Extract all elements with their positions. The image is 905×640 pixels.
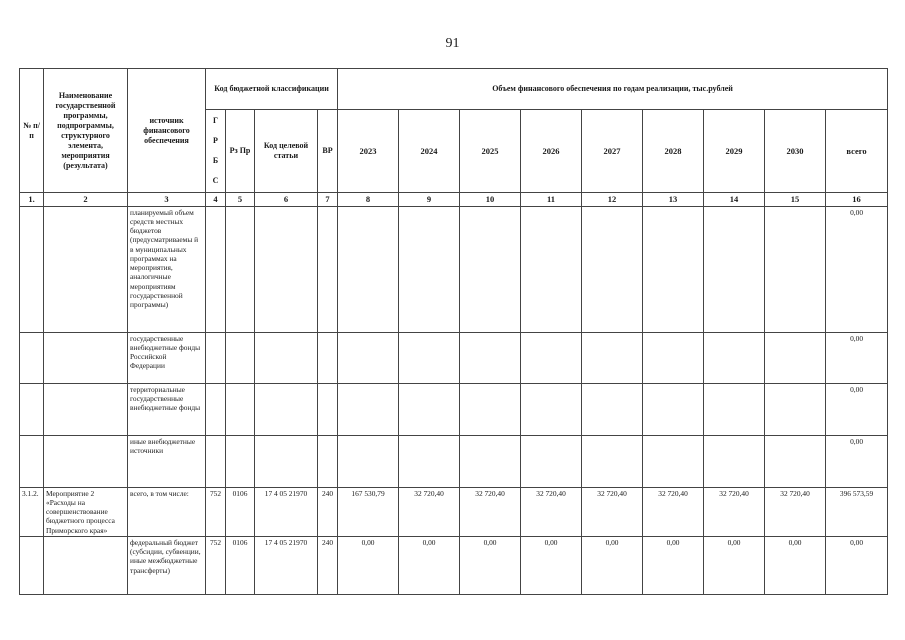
row-total-cell: 396 573,59	[826, 487, 888, 536]
header-num: № п/п	[20, 69, 44, 193]
header-grbs-letter: Р	[213, 136, 218, 145]
col-number: 8	[338, 193, 399, 207]
row-year-value-cell	[704, 332, 765, 383]
row-year-value-cell: 32 720,40	[521, 487, 582, 536]
row-total-cell: 0,00	[826, 332, 888, 383]
row-name-cell	[44, 383, 128, 435]
row-year-value-cell	[338, 435, 399, 487]
row-name-cell: Мероприятие 2 «Расходы на совершенствование бюджетного процесса Приморского края»	[44, 487, 128, 536]
col-number: 1.	[20, 193, 44, 207]
row-year-value-cell: 32 720,40	[582, 487, 643, 536]
row-rzpr-cell	[226, 206, 255, 332]
row-number-cell	[20, 435, 44, 487]
row-source-cell: иные внебюджетные источники	[128, 435, 206, 487]
row-grbs-cell: 752	[206, 536, 226, 594]
row-year-value-cell	[704, 383, 765, 435]
col-number: 9	[399, 193, 460, 207]
col-number: 7	[318, 193, 338, 207]
row-year-value-cell	[460, 206, 521, 332]
row-year-value-cell	[399, 332, 460, 383]
row-csr-cell: 17 4 05 21970	[255, 536, 318, 594]
row-number-cell	[20, 206, 44, 332]
header-year: 2025	[460, 110, 521, 193]
row-vr-cell: 240	[318, 536, 338, 594]
header-year: 2028	[643, 110, 704, 193]
row-rzpr-cell: 0106	[226, 487, 255, 536]
column-number-row	[20, 193, 888, 207]
col-number: 2	[44, 193, 128, 207]
header-year: 2030	[765, 110, 826, 193]
row-number-cell	[20, 383, 44, 435]
row-year-value-cell	[399, 435, 460, 487]
row-year-value-cell	[582, 435, 643, 487]
header-year: 2024	[399, 110, 460, 193]
row-year-value-cell: 32 720,40	[765, 487, 826, 536]
row-source-cell: планируемый объем средств местных бюджетов (предусматриваемы й в муниципальных программах на мероприятия, аналогичные мероприятиям государственной программы)	[128, 206, 206, 332]
row-source-cell: территориальные государственные внебюджетные фонды	[128, 383, 206, 435]
col-number: 12	[582, 193, 643, 207]
row-year-value-cell	[765, 435, 826, 487]
row-name-cell	[44, 332, 128, 383]
row-year-value-cell	[765, 206, 826, 332]
page-number: 91	[445, 36, 460, 51]
table-row	[20, 206, 888, 332]
row-grbs-cell	[206, 332, 226, 383]
row-csr-cell: 17 4 05 21970	[255, 487, 318, 536]
row-year-value-cell	[643, 383, 704, 435]
col-number: 13	[643, 193, 704, 207]
row-rzpr-cell	[226, 383, 255, 435]
row-year-value-cell: 0,00	[521, 536, 582, 594]
row-grbs-cell	[206, 206, 226, 332]
table-row	[20, 332, 888, 383]
row-name-cell	[44, 206, 128, 332]
row-year-value-cell: 0,00	[704, 536, 765, 594]
row-year-value-cell	[399, 206, 460, 332]
header-rzpr: Рз Пр	[226, 110, 255, 193]
row-number-cell: 3.1.2.	[20, 487, 44, 536]
row-rzpr-cell	[226, 332, 255, 383]
row-vr-cell: 240	[318, 487, 338, 536]
row-vr-cell	[318, 435, 338, 487]
row-source-cell: государственные внебюджетные фонды Российской Федерации	[128, 332, 206, 383]
row-year-value-cell: 0,00	[582, 536, 643, 594]
row-number-cell	[20, 536, 44, 594]
row-year-value-cell	[399, 383, 460, 435]
col-number: 3	[128, 193, 206, 207]
row-year-value-cell: 0,00	[460, 536, 521, 594]
row-total-cell: 0,00	[826, 383, 888, 435]
header-year: 2026	[521, 110, 582, 193]
row-year-value-cell: 167 530,79	[338, 487, 399, 536]
header-year: 2027	[582, 110, 643, 193]
header-year: 2029	[704, 110, 765, 193]
col-number: 16	[826, 193, 888, 207]
row-year-value-cell	[521, 332, 582, 383]
row-year-value-cell	[521, 206, 582, 332]
row-csr-cell	[255, 383, 318, 435]
row-year-value-cell	[643, 332, 704, 383]
row-year-value-cell: 0,00	[399, 536, 460, 594]
col-number: 5	[226, 193, 255, 207]
row-csr-cell	[255, 332, 318, 383]
row-number-cell	[20, 332, 44, 383]
row-year-value-cell	[460, 435, 521, 487]
header-total: всего	[826, 110, 888, 193]
row-year-value-cell	[643, 435, 704, 487]
row-csr-cell	[255, 206, 318, 332]
finance-table	[19, 68, 888, 595]
row-year-value-cell	[460, 383, 521, 435]
row-year-value-cell: 32 720,40	[704, 487, 765, 536]
row-year-value-cell: 0,00	[643, 536, 704, 594]
header-name: Наименование государственной программы, подпрограммы, структурного элемента, мероприятия (результата)	[44, 69, 128, 193]
header-grbs	[206, 110, 226, 193]
row-year-value-cell: 32 720,40	[399, 487, 460, 536]
row-year-value-cell	[765, 332, 826, 383]
row-vr-cell	[318, 383, 338, 435]
table-row	[20, 383, 888, 435]
row-year-value-cell	[521, 435, 582, 487]
col-number: 4	[206, 193, 226, 207]
row-year-value-cell	[338, 332, 399, 383]
row-year-value-cell	[582, 332, 643, 383]
row-rzpr-cell: 0106	[226, 536, 255, 594]
row-year-value-cell	[338, 383, 399, 435]
row-year-value-cell: 32 720,40	[460, 487, 521, 536]
row-year-value-cell	[338, 206, 399, 332]
row-year-value-cell: 32 720,40	[643, 487, 704, 536]
header-grbs-letter: Г	[212, 116, 219, 125]
row-rzpr-cell	[226, 435, 255, 487]
row-grbs-cell	[206, 383, 226, 435]
row-year-value-cell	[582, 206, 643, 332]
header-grbs-letter: Б	[212, 156, 219, 165]
row-vr-cell	[318, 332, 338, 383]
row-year-value-cell: 0,00	[338, 536, 399, 594]
header-finance: Объем финансового обеспечения по годам реализации, тыс.рублей	[338, 69, 888, 110]
col-number: 14	[704, 193, 765, 207]
row-vr-cell	[318, 206, 338, 332]
row-year-value-cell	[765, 383, 826, 435]
row-source-cell: всего, в том числе:	[128, 487, 206, 536]
row-year-value-cell	[704, 435, 765, 487]
header-csr: Код целевой статьи	[255, 110, 318, 193]
row-source-cell: федеральный бюджет (субсидии, субвенции, иные межбюджетные трансферты)	[128, 536, 206, 594]
col-number: 11	[521, 193, 582, 207]
row-year-value-cell	[521, 383, 582, 435]
row-year-value-cell	[643, 206, 704, 332]
col-number: 6	[255, 193, 318, 207]
header-vr: ВР	[318, 110, 338, 193]
row-year-value-cell	[582, 383, 643, 435]
table-row	[20, 536, 888, 594]
header-budget-code: Код бюджетной классификации	[206, 69, 338, 110]
row-total-cell: 0,00	[826, 536, 888, 594]
table-row	[20, 487, 888, 536]
row-year-value-cell	[460, 332, 521, 383]
row-csr-cell	[255, 435, 318, 487]
row-grbs-cell	[206, 435, 226, 487]
row-total-cell: 0,00	[826, 435, 888, 487]
header-source: источник финансового обеспечения	[128, 69, 206, 193]
header-grbs-letter: С	[212, 176, 219, 185]
row-year-value-cell: 0,00	[765, 536, 826, 594]
row-name-cell	[44, 435, 128, 487]
row-year-value-cell	[704, 206, 765, 332]
row-total-cell: 0,00	[826, 206, 888, 332]
row-grbs-cell: 752	[206, 487, 226, 536]
col-number: 10	[460, 193, 521, 207]
row-name-cell	[44, 536, 128, 594]
header-year: 2023	[338, 110, 399, 193]
table-row	[20, 435, 888, 487]
col-number: 15	[765, 193, 826, 207]
